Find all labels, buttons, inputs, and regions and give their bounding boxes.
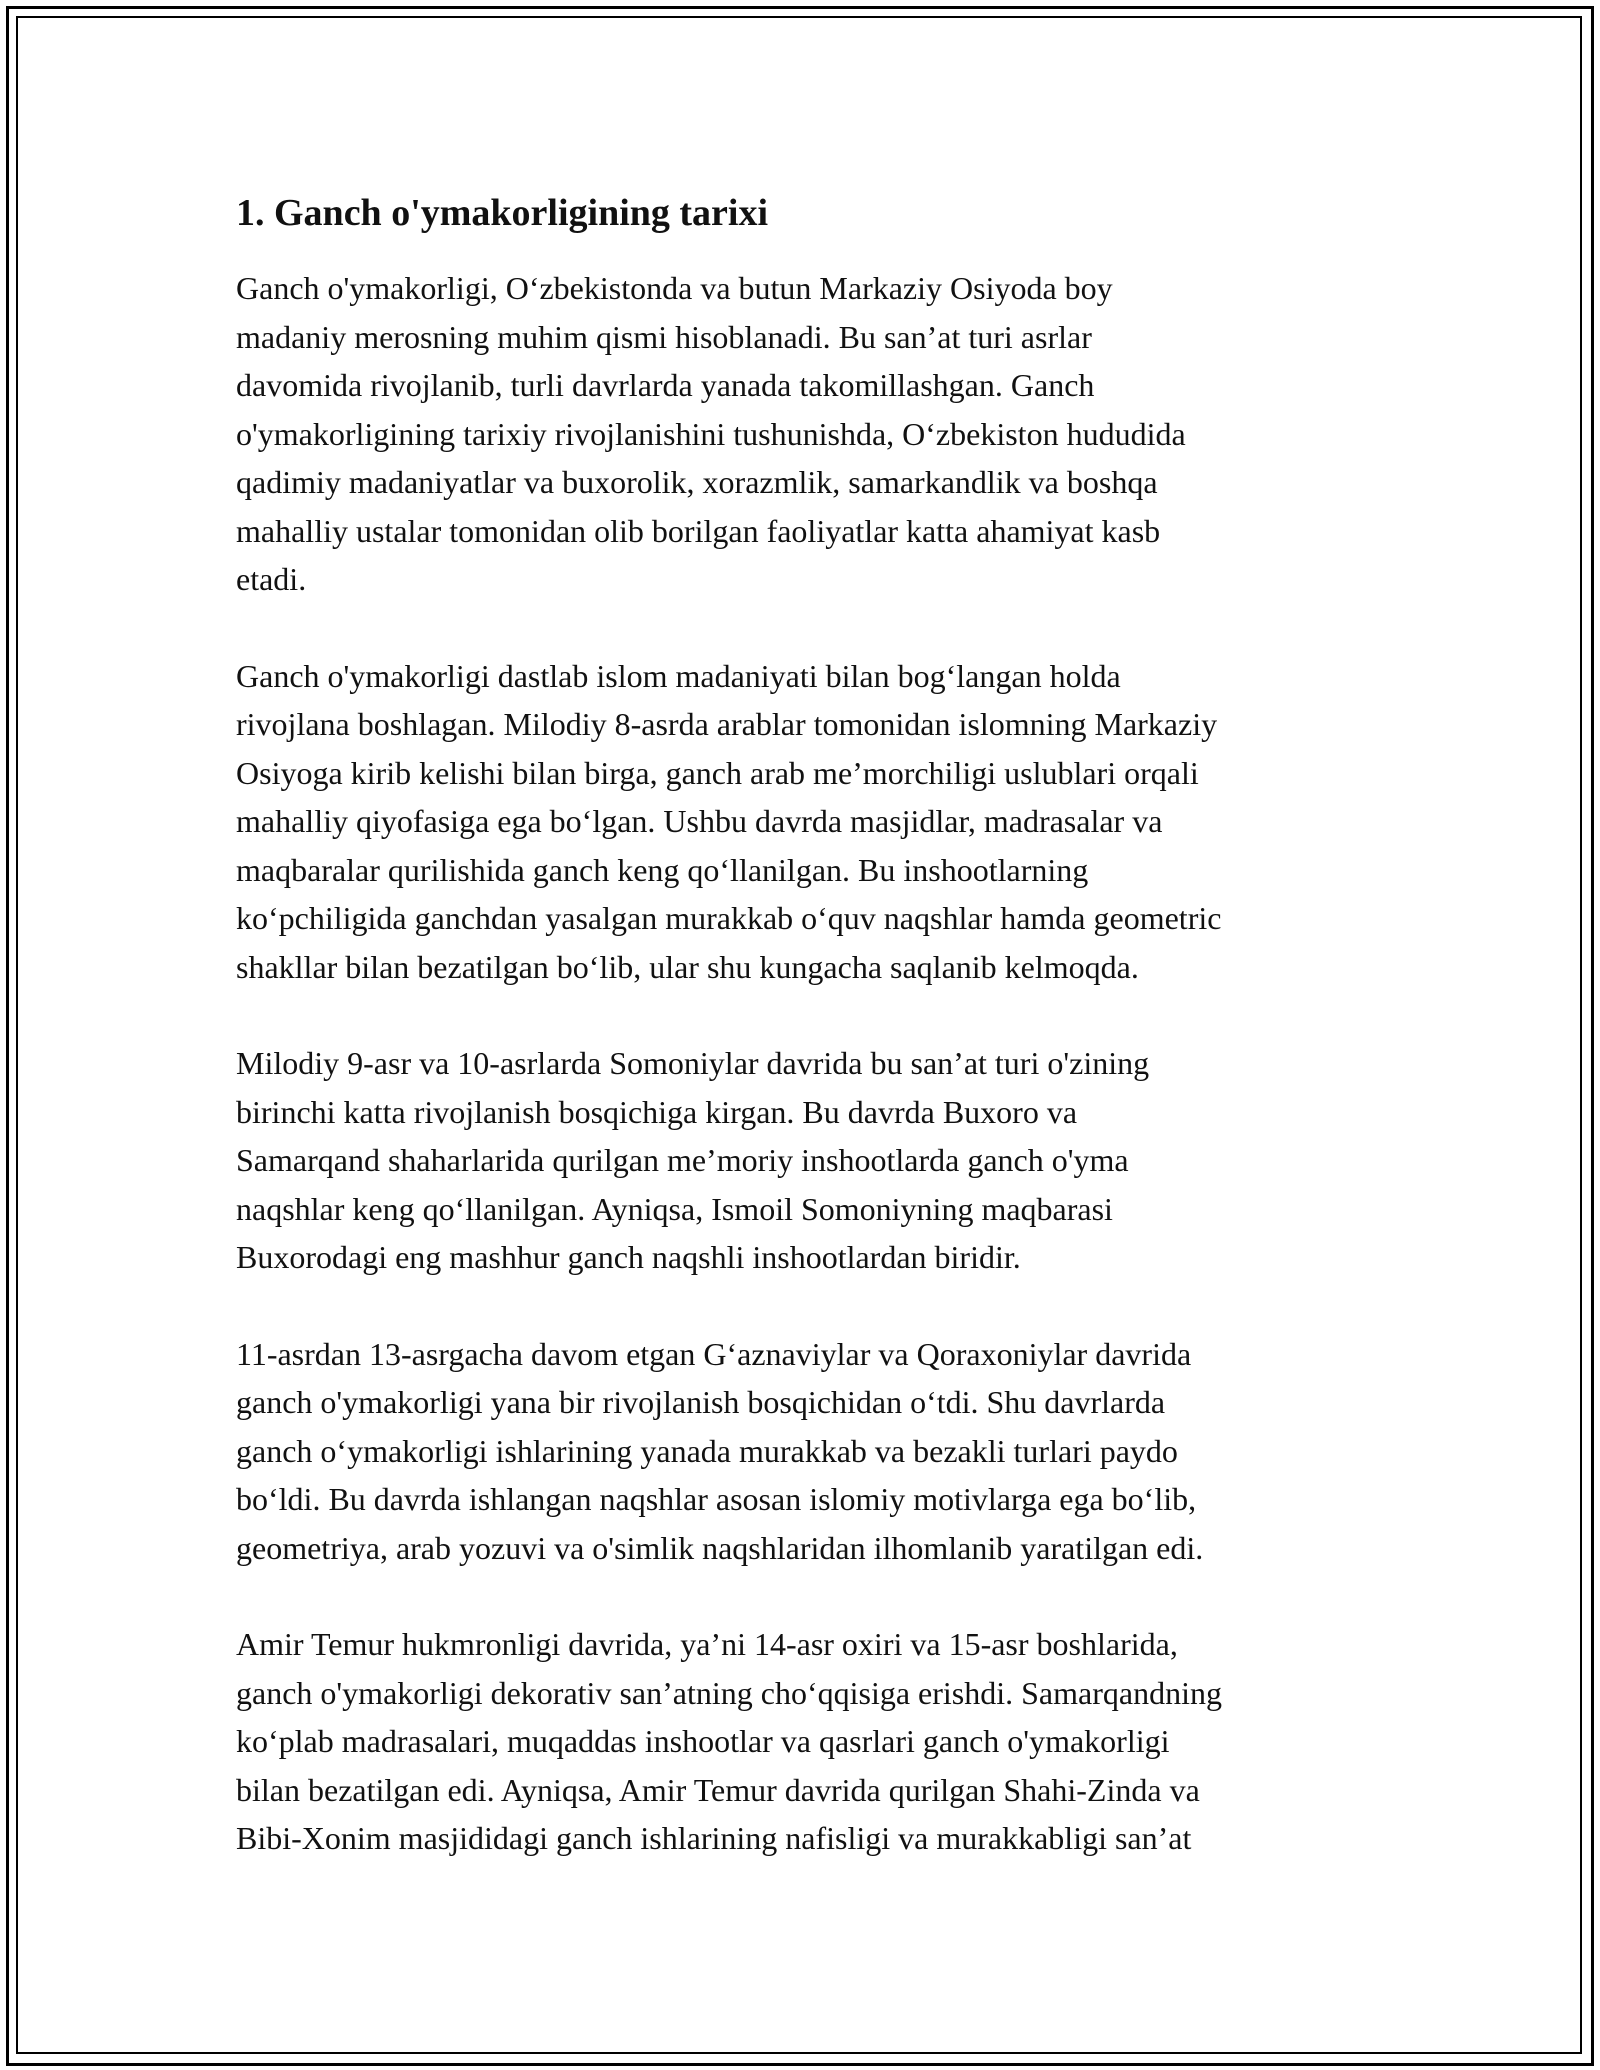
text-line: Bibi-Xonim masjididagi ganch ishlarining nafisligi va murakkabligi san’at [236,1820,1192,1856]
text-line: geometriya, arab yozuvi va o'simlik naqshlaridan ilhomlanib yaratilgan edi. [236,1529,1204,1566]
text-line: o'ymakorligining tarixiy rivojlanishini tushunishda, O‘zbekiston hududida [236,415,1186,452]
paragraph-4 [236,1330,1376,1573]
section-heading: 1. Ganch o'ymakorligining tarixi [236,192,769,234]
text-line: ganch o'ymakorligi yana bir rivojlanish bosqichidan o‘tdi. Shu davrlarda [236,1384,1166,1420]
text-line: ko‘plab madrasalari, muqaddas inshootlar va qasrlari ganch o'ymakorligi [236,1723,1170,1759]
text-line: Milodiy 9-asr va 10-asrlarda Somoniylar davrida bu san’at turi o'zining [236,1045,1150,1081]
text-line: bo‘ldi. Bu davrda ishlangan naqshlar asosan islomiy motivlarga ega bo‘lib, [236,1481,1197,1517]
text-line: Amir Temur hukmronligi davrida, ya’ni 14-asr oxiri va 15-asr boshlarida, [236,1626,1178,1662]
text-line: naqshlar keng qo‘llanilgan. Ayniqsa, Ismoil Somoniyning maqbarasi [236,1190,1113,1227]
text-line: birinchi katta rivojlanish bosqichiga kirgan. Bu davrda Buxoro va [236,1093,1078,1130]
text-line: Osiyoga kirib kelishi bilan birga, ganch arab me’morchiligi uslublari orqali [236,754,1199,791]
text-line: ko‘pchiligida ganchdan yasalgan murakkab o‘quv naqshlar hamda geometric [236,900,1222,936]
paragraph-1 [236,264,1376,604]
text-line: shakllar bilan bezatilgan bo‘lib, ular shu kungacha saqlanib kelmoqda. [236,948,1139,985]
text-line: mahalliy ustalar tomonidan olib borilgan faoliyatlar katta ahamiyat kasb [236,512,1161,549]
text-line: Buxorodagi eng mashhur ganch naqshli inshootlardan biridir. [236,1239,1021,1275]
text-line: ganch o‘ymakorligi ishlarining yanada murakkab va bezakli turlari paydo [236,1432,1178,1469]
text-line: etadi. [236,561,307,597]
text-line: ganch o'ymakorligi dekorativ san’atning cho‘qqisiga erishdi. Samarqandning [236,1674,1222,1711]
text-line: qadimiy madaniyatlar va buxorolik, xorazmlik, samarkandlik va boshqa [236,464,1158,500]
paragraph-3 [236,1039,1376,1282]
text-line: bilan bezatilgan edi. Ayniqsa, Amir Temur davrida qurilgan Shahi-Zinda va [236,1771,1200,1808]
text-line: Samarqand shaharlarida qurilgan me’moriy inshootlarda ganch o'yma [236,1142,1129,1178]
paragraph-5 [236,1620,1376,1863]
text-line: mahalliy qiyofasiga ega bo‘lgan. Ushbu davrda masjidlar, madrasalar va [236,803,1163,839]
text-line: Ganch o'ymakorligi, O‘zbekistonda va butun Markaziy Osiyoda boy [236,270,1113,306]
text-line: maqbaralar qurilishida ganch keng qo‘llanilgan. Bu inshootlarning [236,851,1089,888]
text-line: davomida rivojlanib, turli davrlarda yanada takomillashgan. Ganch [236,367,1095,403]
text-line: Ganch o'ymakorligi dastlab islom madaniyati bilan bog‘langan holda [236,657,1121,694]
text-line: madaniy merosning muhim qismi hisoblanadi. Bu san’at turi asrlar [236,318,1092,355]
paragraph-2 [236,652,1376,992]
document-body [236,190,1376,1911]
text-line: rivojlana boshlagan. Milodiy 8-asrda arablar tomonidan islomning Markaziy [236,706,1218,742]
text-line: 11-asrdan 13-asrgacha davom etgan G‘aznaviylar va Qoraxoniylar davrida [236,1335,1192,1372]
